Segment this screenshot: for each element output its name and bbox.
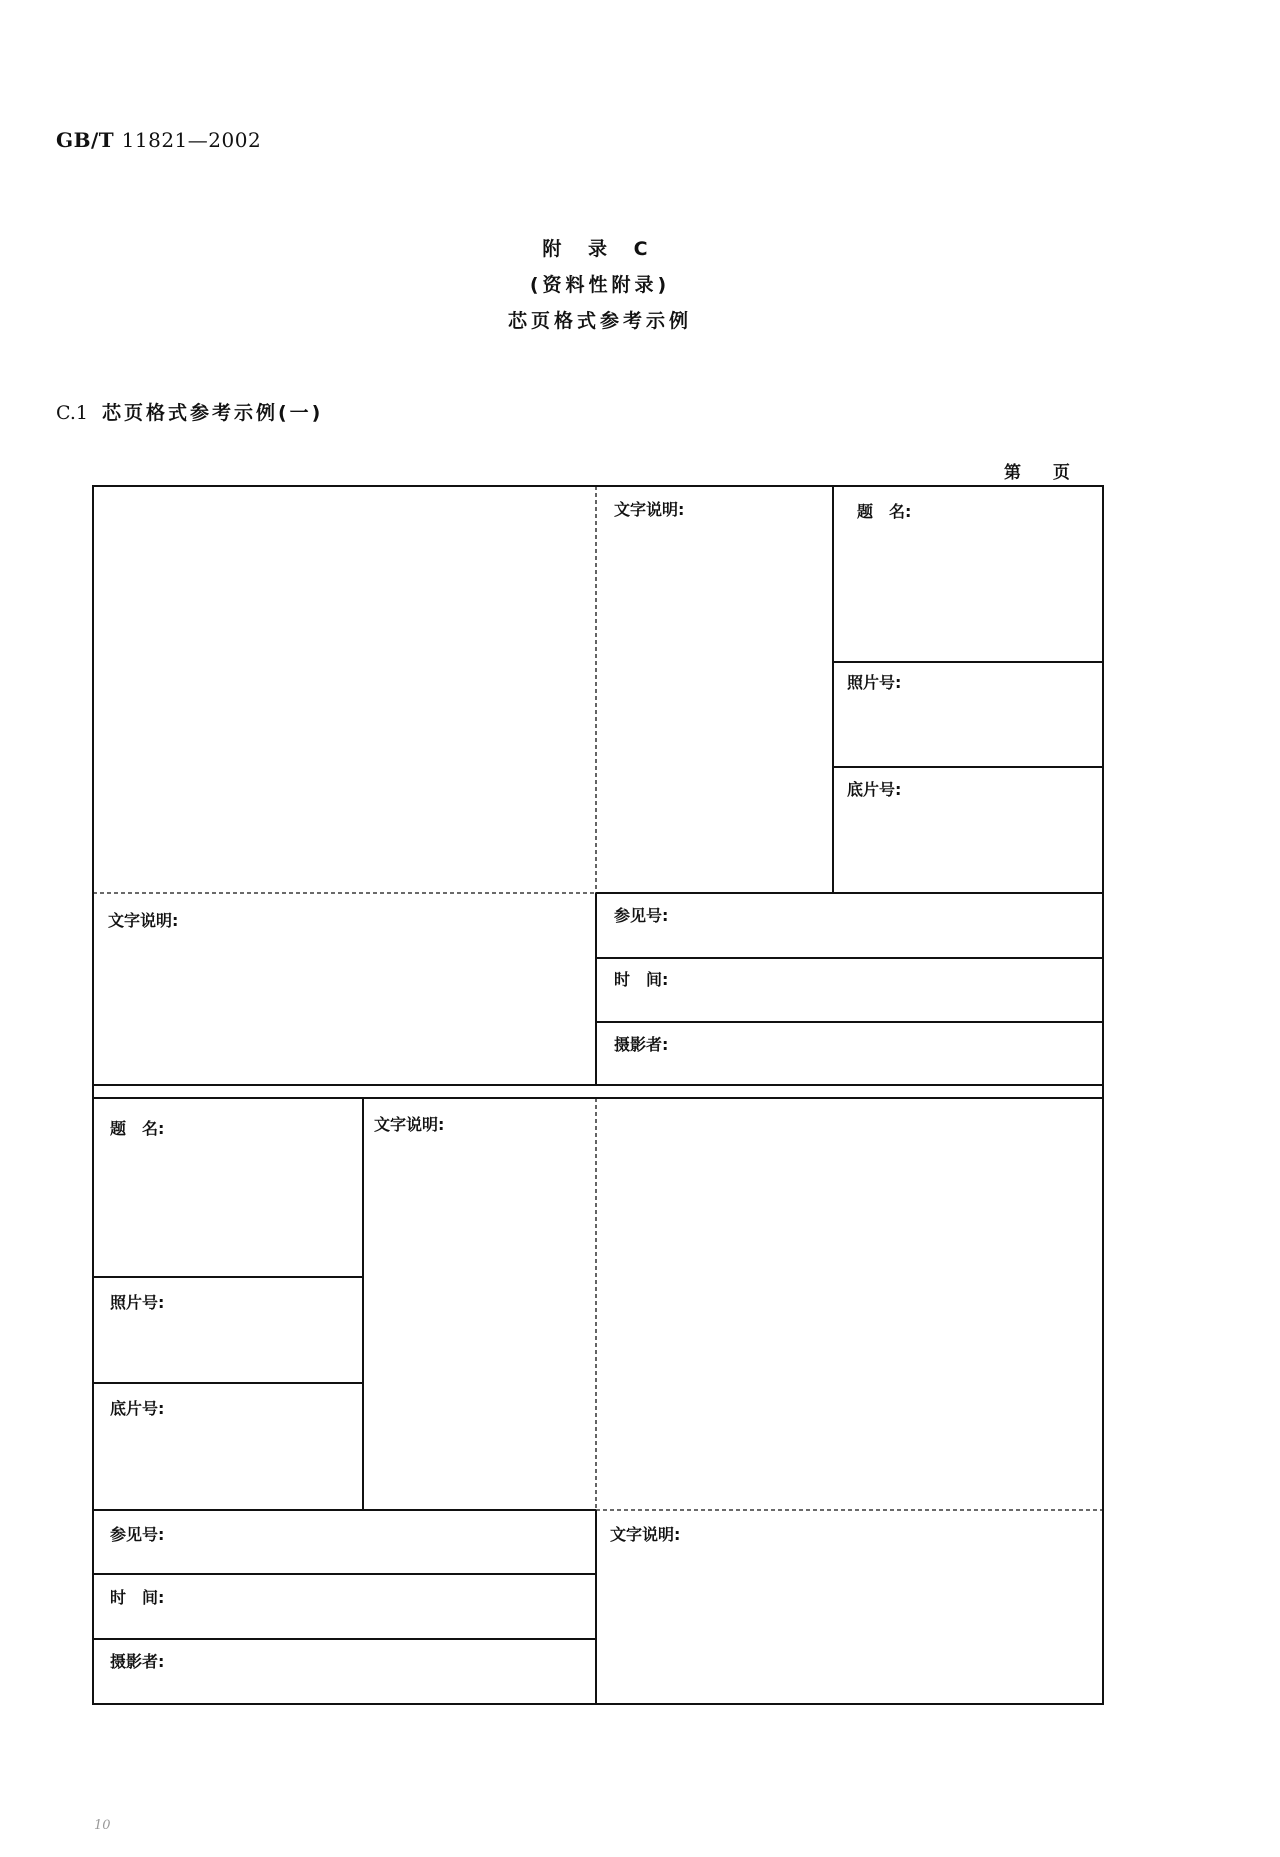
top-photographer-label: 摄影者:	[614, 1035, 669, 1054]
appendix-type: (资料性附录)	[529, 274, 671, 296]
top-reference-no-label: 参见号:	[614, 906, 669, 925]
top-caption-right-label: 文字说明:	[614, 500, 685, 519]
bottom-caption-bottom-label: 文字说明:	[610, 1525, 681, 1544]
standard-code: GB/T	[56, 128, 115, 152]
appendix-subtitle: 芯页格式参考示例	[507, 310, 692, 332]
outer-frame	[93, 486, 1103, 1704]
section-number: C.1	[56, 402, 88, 424]
page-number: 10	[94, 1818, 111, 1833]
top-photo-no-label: 照片号:	[847, 673, 902, 692]
appendix-title: 附 录 C	[542, 238, 658, 260]
bottom-caption-right-label: 文字说明:	[374, 1115, 445, 1134]
section-title: 芯页格式参考示例(一)	[102, 402, 324, 424]
bottom-title-label: 题 名:	[110, 1119, 165, 1138]
bottom-photo-no-label: 照片号:	[110, 1293, 165, 1312]
bottom-time-label: 时 间:	[110, 1588, 165, 1607]
page-label: 第 页	[1004, 463, 1070, 483]
top-title-label: 题 名:	[857, 502, 912, 521]
top-time-label: 时 间:	[614, 970, 669, 989]
top-caption-bottom-label: 文字说明:	[108, 911, 179, 930]
top-negative-no-label: 底片号:	[847, 780, 902, 799]
standard-year: 11821—2002	[121, 128, 262, 152]
bottom-photographer-label: 摄影者:	[110, 1652, 165, 1671]
bottom-reference-no-label: 参见号:	[110, 1525, 165, 1544]
bottom-negative-no-label: 底片号:	[110, 1399, 165, 1418]
